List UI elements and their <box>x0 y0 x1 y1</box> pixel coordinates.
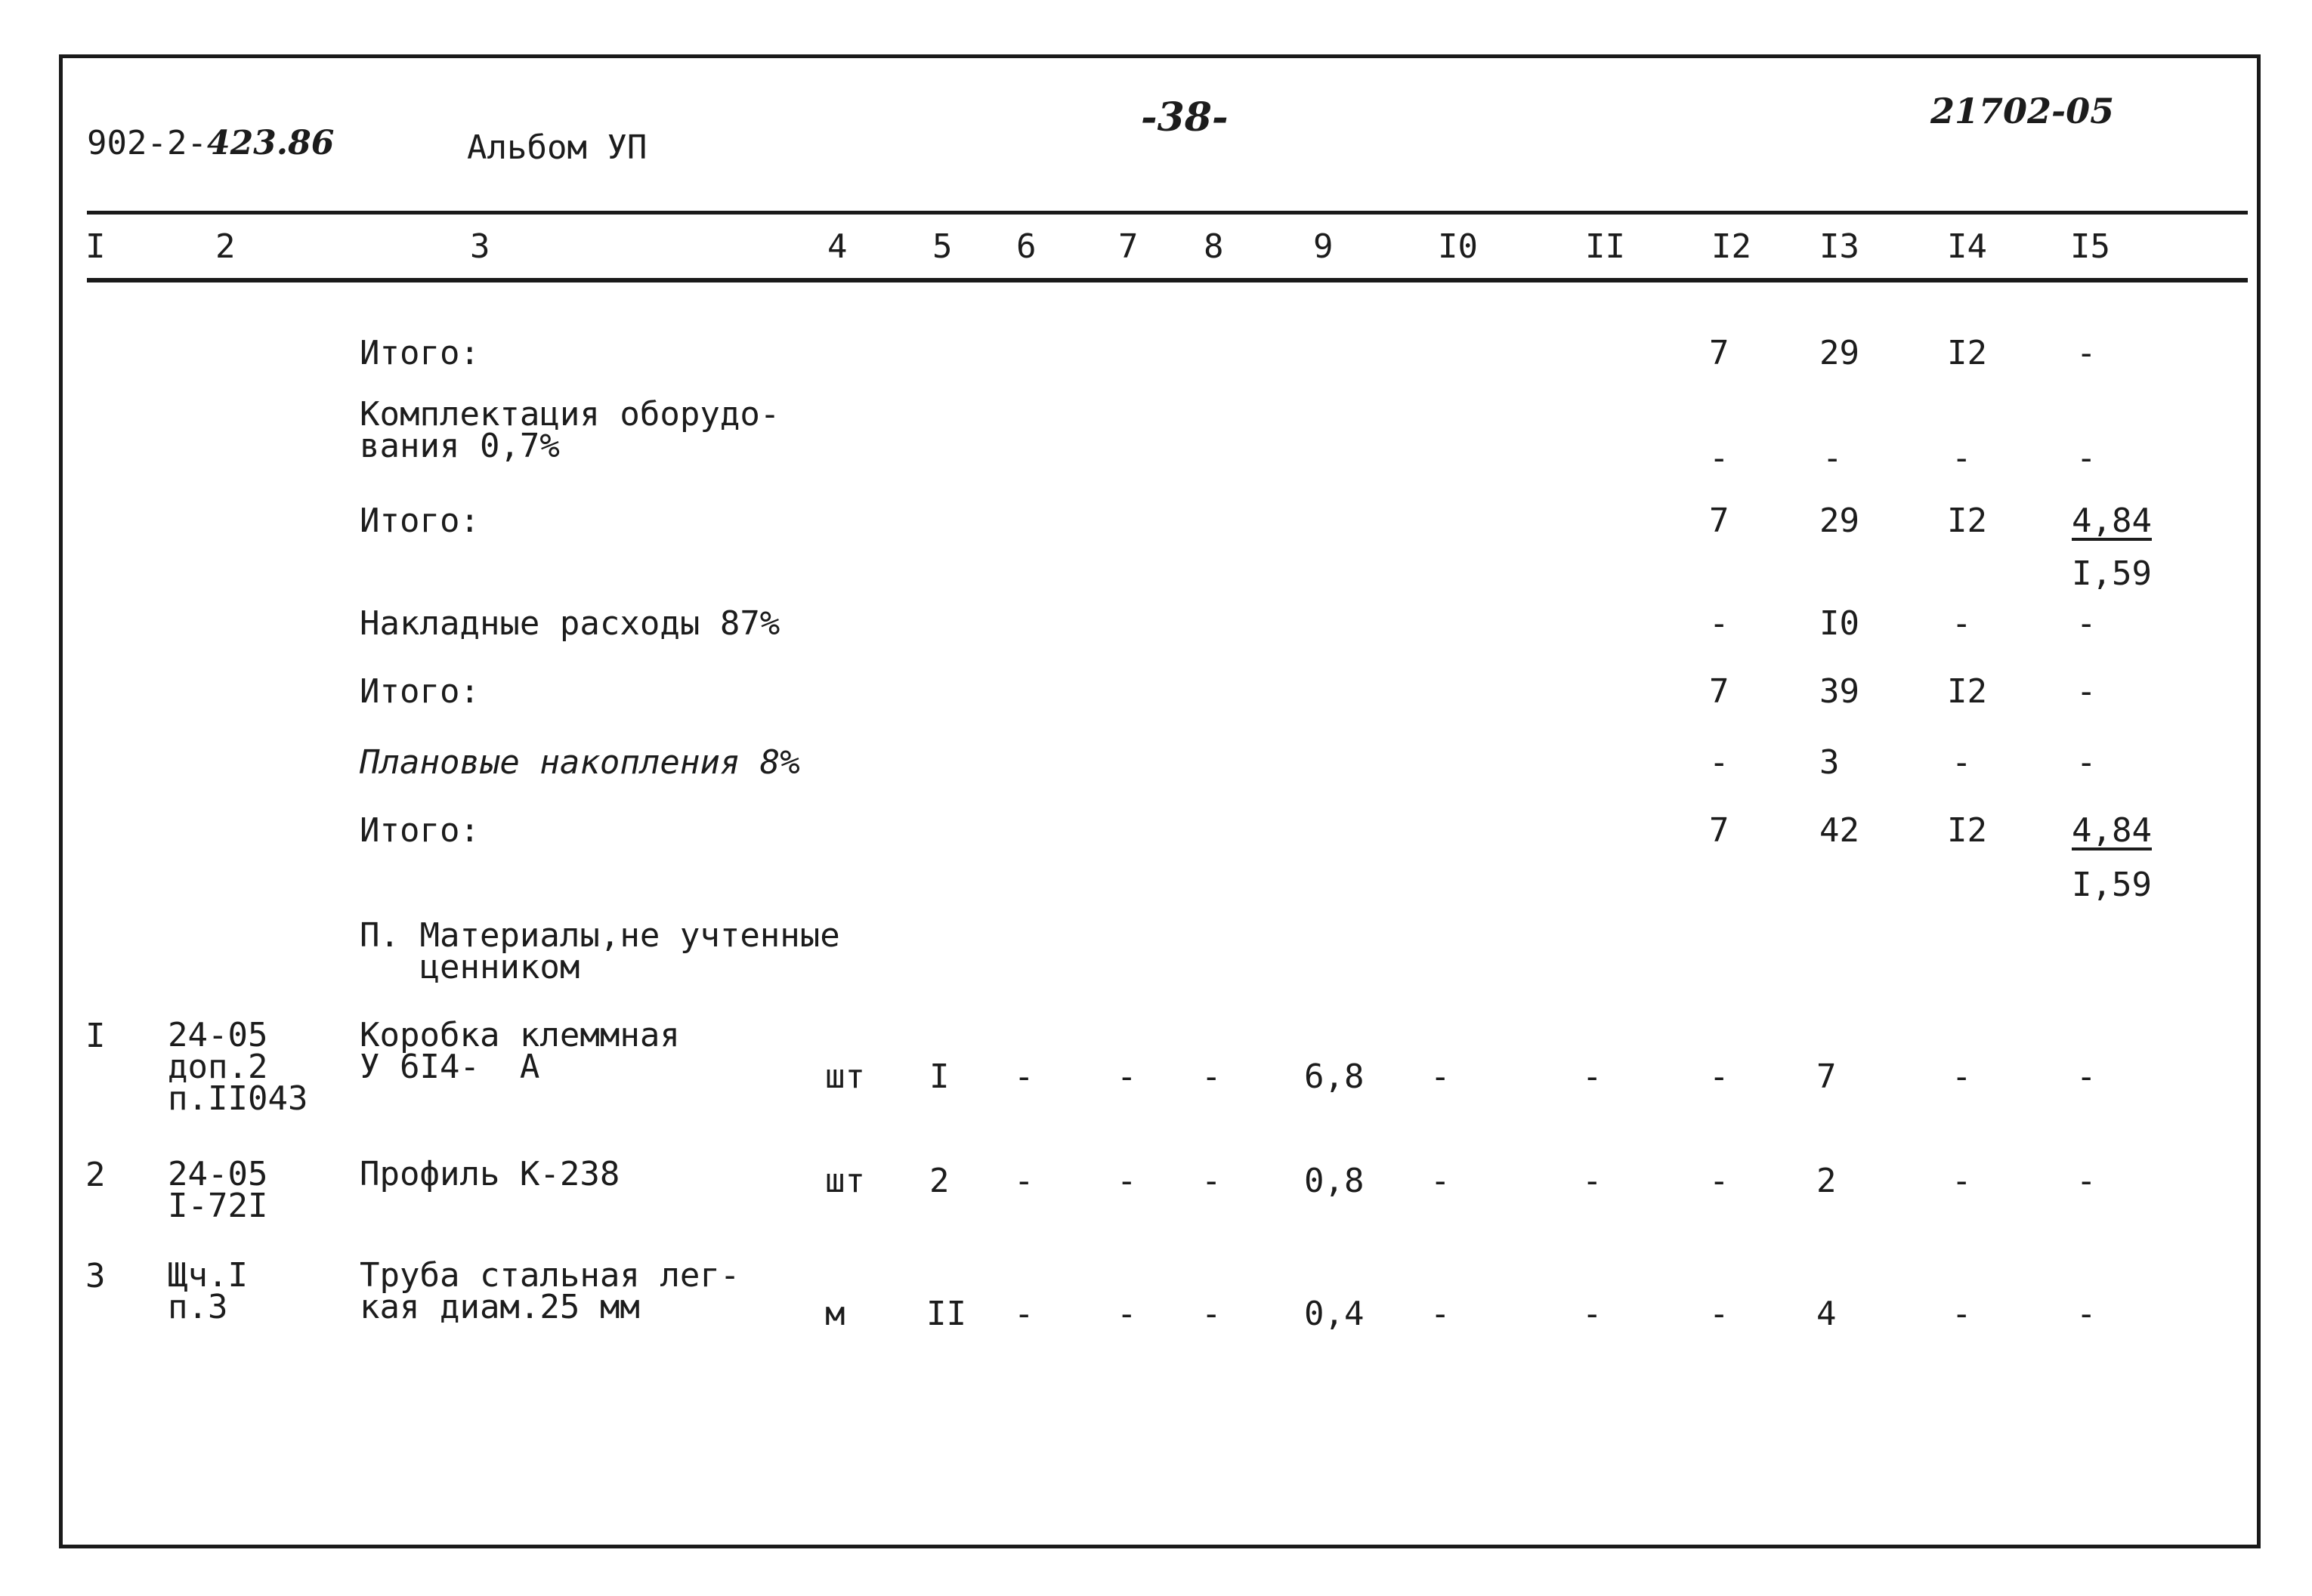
col-header-15: I5 <box>2070 227 2110 266</box>
item3-c6: - <box>1014 1295 1034 1333</box>
total2-c14: I2 <box>1947 502 1987 540</box>
item2-c14: - <box>1952 1162 1972 1200</box>
item1-unit: шт <box>825 1057 865 1096</box>
album-title: Альбом УП <box>467 128 648 167</box>
header-top-rule <box>87 211 2248 215</box>
total3-c14: I2 <box>1947 672 1987 711</box>
total2-c12: 7 <box>1709 502 1729 540</box>
item3-no: 3 <box>85 1257 106 1295</box>
item3-c15: - <box>2076 1295 2097 1333</box>
planned-c12: - <box>1709 743 1729 782</box>
equipment-label: Комплектация оборудо- вания 0,7% <box>360 395 780 465</box>
col-header-13: I3 <box>1819 227 1859 266</box>
overhead-label: Накладные расходы 87% <box>360 604 780 643</box>
col-header-10: I0 <box>1438 227 1478 266</box>
item1-c15: - <box>2076 1057 2097 1096</box>
total-label-4: Итого: <box>360 811 480 850</box>
item3-c11: - <box>1582 1295 1603 1333</box>
item2-c6: - <box>1014 1162 1034 1200</box>
item1-name: Коробка клеммная У 6I4- А <box>360 1016 680 1086</box>
col-header-4: 4 <box>827 227 848 266</box>
item1-c6: - <box>1014 1057 1034 1096</box>
header-bottom-rule <box>87 278 2248 282</box>
doc-code-suffix: 423.86 <box>206 124 335 162</box>
item3-c8: - <box>1201 1295 1222 1333</box>
total1-c14: I2 <box>1947 334 1987 372</box>
equipment-c14: - <box>1952 439 1972 477</box>
item2-ref: 24-05 I-72I <box>168 1155 268 1225</box>
item1-c11: - <box>1582 1057 1603 1096</box>
col-header-6: 6 <box>1016 227 1037 266</box>
item2-c10: - <box>1430 1162 1451 1200</box>
col-header-14: I4 <box>1947 227 1987 266</box>
doc-code <box>87 124 335 162</box>
item3-c12: - <box>1709 1295 1729 1333</box>
item1-c9: 6,8 <box>1304 1057 1365 1096</box>
total4-c15-bottom: I,59 <box>2072 866 2152 904</box>
item3-c7: - <box>1117 1295 1137 1333</box>
planned-label: Плановые накопления 8% <box>360 743 800 782</box>
item2-c9: 0,8 <box>1304 1162 1365 1200</box>
total-label-2: Итого: <box>360 502 480 540</box>
item1-c14: - <box>1952 1057 1972 1096</box>
item2-c12: - <box>1709 1162 1729 1200</box>
doc-code-prefix: 902-2- <box>87 124 207 162</box>
item3-c13: 4 <box>1816 1295 1837 1333</box>
item3-c10: - <box>1430 1295 1451 1333</box>
total-label-1: Итого: <box>360 334 480 372</box>
item3-name: Труба стальная лег- кая диам.25 мм <box>360 1256 740 1326</box>
item2-name: Профиль К-238 <box>360 1155 620 1193</box>
total-label-3: Итого: <box>360 672 480 711</box>
col-header-5: 5 <box>932 227 953 266</box>
total4-c13: 42 <box>1819 811 1859 850</box>
equipment-c13: - <box>1822 439 1843 477</box>
col-header-9: 9 <box>1313 227 1334 266</box>
total4-c12: 7 <box>1709 811 1729 850</box>
col-header-7: 7 <box>1118 227 1139 266</box>
overhead-c12: - <box>1709 604 1729 643</box>
total3-c13: 39 <box>1819 672 1859 711</box>
col-header-8: 8 <box>1204 227 1224 266</box>
item2-c11: - <box>1582 1162 1603 1200</box>
reference-number: 21702-05 <box>1930 91 2115 131</box>
equipment-c15: - <box>2076 439 2097 477</box>
equipment-c12: - <box>1709 439 1729 477</box>
item3-unit: м <box>825 1295 845 1333</box>
total1-c12: 7 <box>1709 334 1729 372</box>
item3-c9: 0,4 <box>1304 1295 1365 1333</box>
item3-c14: - <box>1952 1295 1972 1333</box>
overhead-c15: - <box>2076 604 2097 643</box>
section-title: П. Материалы,не учтенные ценником <box>360 916 840 986</box>
item2-c13: 2 <box>1816 1162 1837 1200</box>
item2-c7: - <box>1117 1162 1137 1200</box>
page-number: -38- <box>1141 94 1229 140</box>
total2-c15-bottom: I,59 <box>2072 554 2152 593</box>
item1-c7: - <box>1117 1057 1137 1096</box>
item2-c5: 2 <box>929 1162 950 1200</box>
planned-c15: - <box>2076 743 2097 782</box>
total3-c12: 7 <box>1709 672 1729 711</box>
col-header-2: 2 <box>215 227 236 266</box>
item1-c8: - <box>1201 1057 1222 1096</box>
item2-no: 2 <box>85 1156 106 1194</box>
item1-c13: 7 <box>1816 1057 1837 1096</box>
item1-c5: I <box>929 1057 950 1096</box>
item3-ref: Щч.I п.3 <box>168 1256 248 1326</box>
item1-c12: - <box>1709 1057 1729 1096</box>
total4-c14: I2 <box>1947 811 1987 850</box>
col-header-3: 3 <box>470 227 490 266</box>
col-header-1: I <box>85 227 106 266</box>
total1-c13: 29 <box>1819 334 1859 372</box>
item2-unit: шт <box>825 1162 865 1200</box>
item2-c8: - <box>1201 1162 1222 1200</box>
total1-c15: - <box>2076 334 2097 372</box>
planned-c13: 3 <box>1819 743 1840 782</box>
total2-c13: 29 <box>1819 502 1859 540</box>
total2-c15-top: 4,84 <box>2072 502 2152 540</box>
item2-c15: - <box>2076 1162 2097 1200</box>
item1-ref: 24-05 доп.2 п.II043 <box>168 1016 308 1118</box>
total4-c15-top: 4,84 <box>2072 811 2152 850</box>
overhead-c13: I0 <box>1819 604 1859 643</box>
overhead-c14: - <box>1952 604 1972 643</box>
col-header-11: II <box>1585 227 1625 266</box>
planned-c14: - <box>1952 743 1972 782</box>
item3-c5: II <box>926 1295 966 1333</box>
item1-c10: - <box>1430 1057 1451 1096</box>
item1-no: I <box>85 1017 106 1055</box>
col-header-12: I2 <box>1711 227 1751 266</box>
total3-c15: - <box>2076 672 2097 711</box>
